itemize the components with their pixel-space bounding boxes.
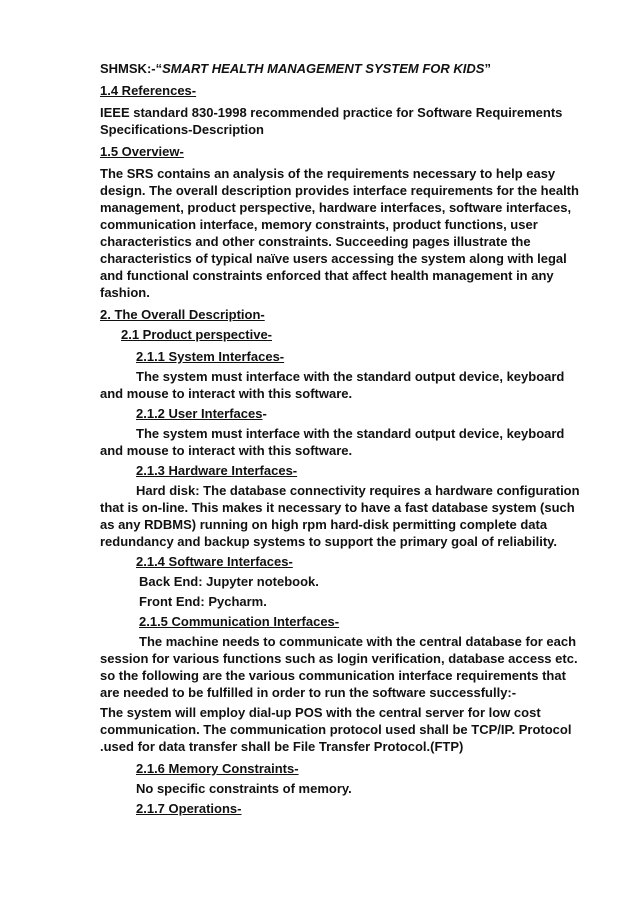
section-heading-1-4 (100, 82, 580, 99)
section-body-1-5: The SRS contains an analysis of the requirements necessary to help easy design. The overall description provides interface requirements for the health management, product perspective, hardware interfaces, software interfaces, communication interface, memory constraints, product functions, user characteristics and other constraints. Succeeding pages illustrate the characteristics of typical naïve users accessing the system along with legal and functional constraints enforced that affect health management in any fashion. (100, 166, 579, 300)
heading-text: 2.1.1 System Interfaces- (136, 349, 285, 364)
section-heading-2-1-5 (100, 613, 580, 630)
section-heading-2-1-3 (100, 462, 580, 479)
section-heading-2-1-7 (100, 800, 580, 817)
heading-text: 1.4 References- (100, 83, 197, 98)
heading-text: 2.1.3 Hardware Interfaces- (136, 463, 298, 478)
document-page (100, 60, 580, 817)
section-heading-2-1-2 (100, 405, 580, 422)
document-header (100, 60, 580, 77)
section-heading-2 (100, 306, 580, 323)
section-body-2-1-6: No specific constraints of memory. (136, 781, 352, 796)
section-body-2-1-2: The system must interface with the standard output device, keyboard and mouse to interact with this software. (100, 426, 565, 458)
header-suffix: ” (484, 61, 491, 76)
section-body-2-1-3: Hard disk: The database connectivity requires a hardware configuration that is on-line. This makes it necessary to have a fast database system (such as any RDBMS) running on high rpm hard-disk permitting complete data redundancy and backup systems to support the primary goal of reliability. (100, 483, 580, 549)
software-front-end: Front End: Pycharm. (139, 594, 267, 609)
software-back-end: Back End: Jupyter notebook. (139, 574, 319, 589)
heading-text: 2.1.2 User Interfaces (136, 406, 263, 421)
section-body-2-1-1: The system must interface with the standard output device, keyboard and mouse to interact with this software. (100, 369, 565, 401)
section-heading-2-1-6 (100, 760, 580, 777)
heading-text: 2. The Overall Description- (100, 307, 265, 322)
header-title: SMART HEALTH MANAGEMENT SYSTEM FOR KIDS (162, 61, 485, 76)
heading-text: 2.1.7 Operations- (136, 801, 242, 816)
section-body-2-1-5: The machine needs to communicate with the central database for each session for various functions such as login verification, database access etc. so the following are the various communication interface requirements that are needed to be fulfilled in order to run the software successfully:- (100, 634, 578, 700)
section-body-1-4: IEEE standard 830-1998 recommended practice for Software Requirements Specifications-Description (100, 105, 563, 137)
heading-suffix: - (262, 406, 267, 421)
heading-text: 2.1.4 Software Interfaces- (136, 554, 293, 569)
section-heading-1-5 (100, 143, 580, 160)
section-heading-2-1-4 (100, 553, 580, 570)
heading-text: 2.1 Product perspective- (121, 327, 272, 342)
header-prefix: SHMSK:-“ (100, 61, 163, 76)
section-body-2-1-5-protocol: The system will employ dial-up POS with the central server for low cost communication. The communication protocol used shall be TCP/IP. Protocol .used for data transfer shall be File Transfer Protocol.(FTP) (100, 705, 572, 754)
heading-text: 1.5 Overview- (100, 144, 184, 159)
heading-text: 2.1.6 Memory Constraints- (136, 761, 299, 776)
section-heading-2-1 (100, 326, 580, 343)
section-heading-2-1-1 (100, 348, 580, 365)
heading-text: 2.1.5 Communication Interfaces- (139, 614, 340, 629)
